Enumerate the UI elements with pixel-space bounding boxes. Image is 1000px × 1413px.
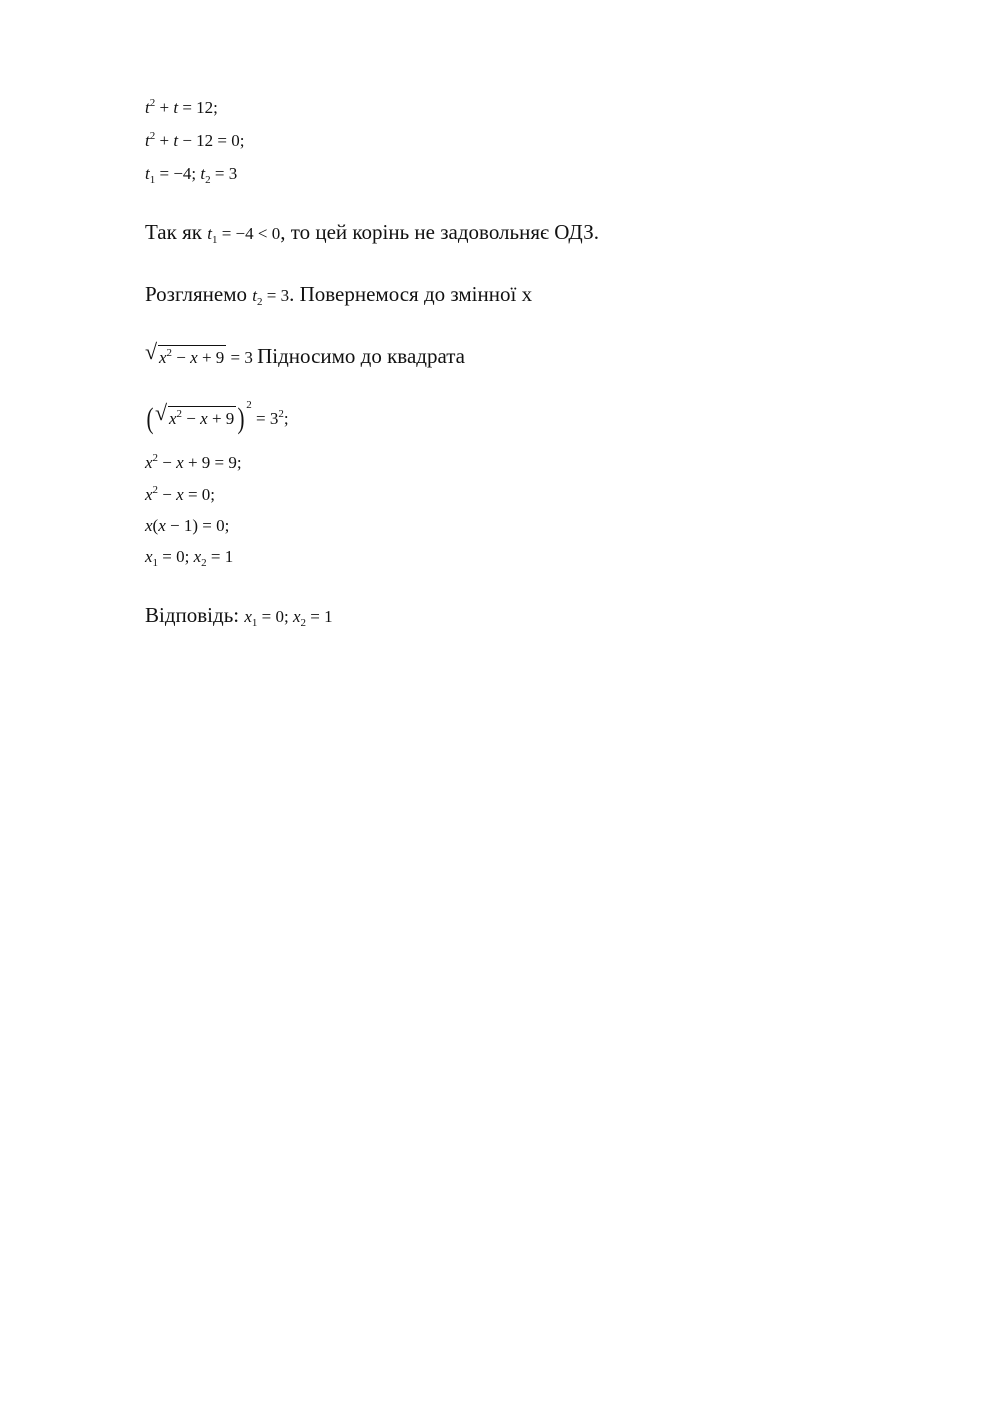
var-t: t: [145, 98, 150, 117]
inline-math: [207, 224, 281, 246]
var-x: x: [292, 607, 301, 626]
var-t: t: [173, 98, 179, 117]
term: + 9: [207, 409, 235, 428]
var-t: t: [200, 164, 206, 183]
equation-rhs: = 3: [210, 164, 238, 183]
exponent: 2: [176, 408, 183, 420]
subscript: 1: [149, 174, 156, 186]
equation-rhs: = 3: [226, 348, 253, 367]
var-t: t: [252, 286, 257, 305]
equation-rhs: = 0;: [183, 485, 215, 504]
inequality: = −4 < 0: [217, 224, 281, 243]
equation-step-4: [145, 547, 233, 567]
text-fragment: Підносимо до квадрата: [257, 344, 465, 368]
square-root: [145, 339, 226, 368]
var-t: t: [207, 224, 212, 243]
term: + 9: [197, 348, 225, 367]
paragraph-sqrt-equation: [145, 339, 465, 369]
operator: +: [155, 98, 174, 117]
equation-step-3: [145, 516, 229, 536]
left-paren: (: [146, 402, 154, 435]
exponent: 2: [149, 130, 156, 142]
exponent: 2: [152, 452, 159, 464]
var-x: x: [200, 409, 208, 428]
square-root: [155, 400, 236, 429]
radical-sign: √: [155, 400, 168, 425]
subscript: 2: [201, 557, 207, 569]
subscript: 1: [251, 617, 258, 629]
var-x: x: [158, 516, 166, 535]
text-fragment: , то цей корінь не задовольняє ОДЗ.: [280, 220, 599, 244]
equation-part: = 0;: [257, 607, 293, 626]
equation-1: [145, 98, 218, 118]
radicand: [168, 406, 236, 429]
equation-squared: [145, 399, 289, 436]
var-x: x: [159, 348, 167, 367]
equation-part: = −4;: [155, 164, 201, 183]
radicand: [158, 345, 226, 368]
var-x: x: [145, 485, 153, 504]
exponent: 2: [152, 484, 159, 496]
text-fragment: . Повернемося до змінної х: [289, 282, 533, 306]
inline-math: [145, 339, 257, 367]
equation-rhs: = 1: [306, 607, 333, 626]
var-x: x: [145, 547, 153, 566]
equation-step-2: [145, 485, 215, 505]
subscript: 2: [205, 174, 211, 186]
subscript: 2: [256, 296, 263, 308]
exponent: 2: [246, 399, 252, 411]
radical-sign: √: [145, 339, 158, 364]
exponent: 2: [149, 97, 156, 109]
paragraph-consider-root: [145, 282, 532, 307]
answer-math: [244, 607, 333, 629]
var-t: t: [173, 131, 179, 150]
equation-rhs: − 12 = 0;: [178, 131, 245, 150]
var-x: x: [176, 485, 184, 504]
text-fragment: Розглянемо: [145, 282, 253, 306]
equation-3: [145, 164, 237, 184]
equation-rhs: − 1) = 0;: [165, 516, 230, 535]
operator: −: [158, 453, 177, 472]
var-x: x: [190, 348, 198, 367]
var-x: x: [176, 453, 184, 472]
equation-rhs: = 3: [262, 286, 290, 305]
var-t: t: [145, 164, 150, 183]
text-fragment: Так як: [145, 220, 208, 244]
var-x: x: [193, 547, 202, 566]
right-paren: ): [237, 402, 245, 435]
operator: +: [155, 131, 174, 150]
var-x: x: [244, 607, 252, 626]
exponent: 2: [278, 408, 284, 420]
exponent: 2: [166, 347, 173, 359]
var-x: x: [145, 453, 153, 472]
inline-math: [252, 286, 290, 308]
var-t: t: [145, 131, 150, 150]
equation-rhs: = 12;: [178, 98, 218, 117]
equation-rhs: + 9 = 9;: [183, 453, 242, 472]
terminator: ;: [283, 409, 289, 428]
var-x: x: [145, 516, 153, 535]
equation-rhs: = 1: [206, 547, 234, 566]
operator: −: [182, 409, 201, 428]
answer-line: [145, 603, 333, 628]
paren: (: [152, 516, 159, 535]
answer-label: Відповідь:: [145, 603, 245, 627]
operator: −: [172, 348, 191, 367]
equation-rhs: = 3: [251, 409, 279, 428]
equation-part: = 0;: [158, 547, 194, 566]
var-x: x: [169, 409, 177, 428]
operator: −: [158, 485, 177, 504]
paragraph-root-rejection: [145, 220, 599, 245]
equation-step-1: [145, 453, 242, 473]
equation-2: [145, 131, 244, 151]
subscript: 2: [300, 617, 307, 629]
subscript: 1: [152, 557, 159, 569]
subscript: 1: [211, 234, 218, 246]
